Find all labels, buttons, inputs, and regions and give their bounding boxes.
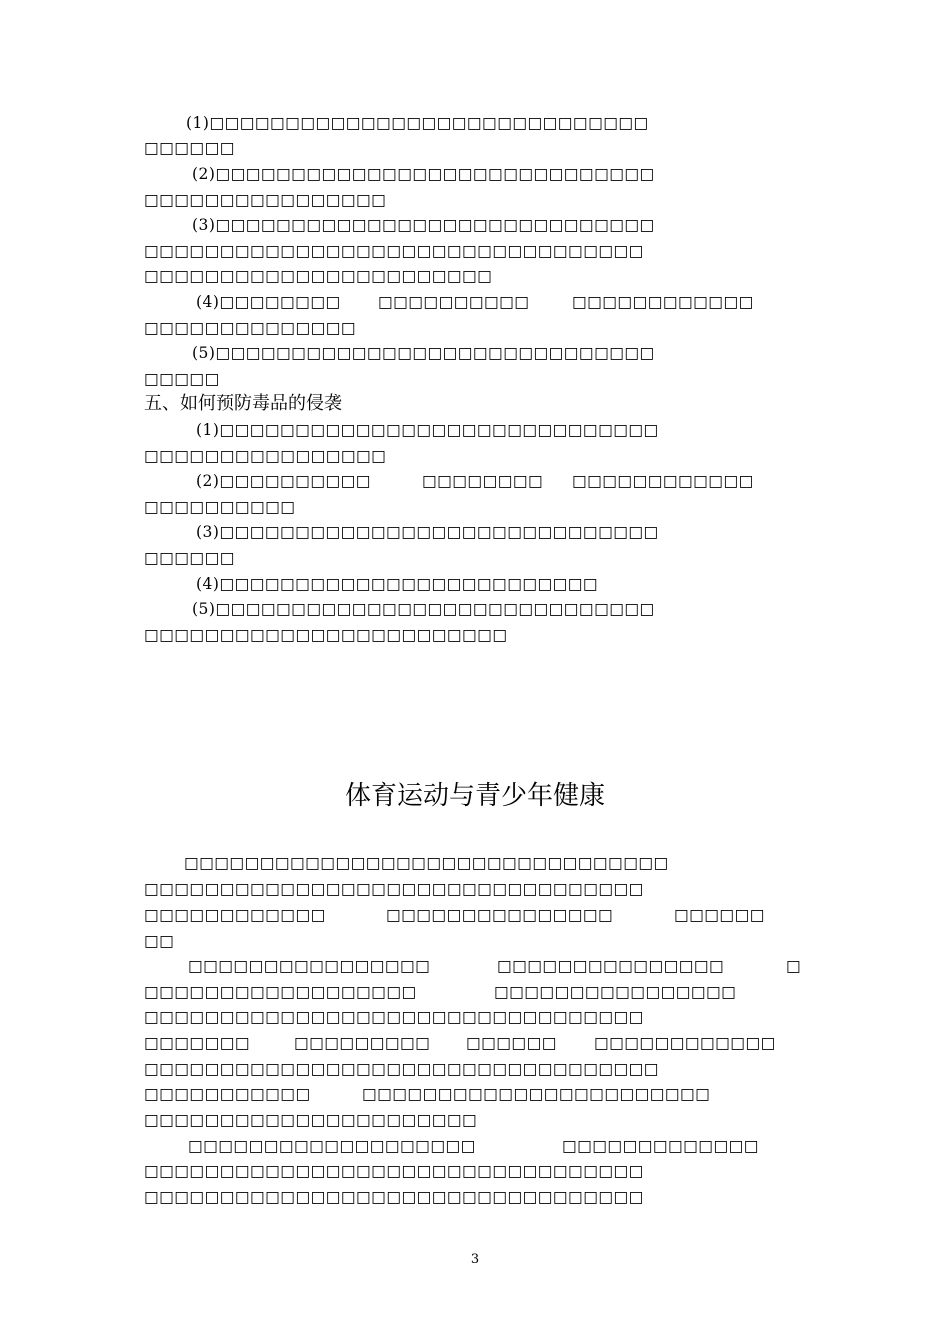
text-line: □□□□□□□□□□□□□ xyxy=(562,1137,759,1155)
text-line: □□□□□□□ xyxy=(144,1034,251,1052)
text-line: □□□□□□□□□ xyxy=(294,1034,431,1052)
text-line: □□□□□□□□□□□□□□□□□□□ xyxy=(188,1137,476,1155)
text-line: □□□□□□□□□□□□□□□ xyxy=(497,957,725,975)
text-line: □□ xyxy=(144,932,175,950)
text-line: □□□□□□□□□□□□□□□□□□□□□□□□□□□□□□□□□□ xyxy=(144,1060,659,1078)
text-line: □□□□□□□□□□□□□□□□ xyxy=(188,957,431,975)
text-line: □□□□□□□□□□□□□□□□□□□□□□ xyxy=(144,1111,478,1129)
text-line: □□□□□□ xyxy=(466,1034,557,1052)
text-line: (4)□□□□□□□□ xyxy=(196,293,341,311)
text-line: □□□□□□□□□□□□□□□□ xyxy=(144,191,387,209)
text-line: (2)□□□□□□□□□□ xyxy=(196,472,371,490)
text-line: (5)□□□□□□□□□□□□□□□□□□□□□□□□□□□□□ xyxy=(192,344,655,362)
text-line: (3)□□□□□□□□□□□□□□□□□□□□□□□□□□□□□ xyxy=(196,523,659,541)
text-line: □□□□□□ xyxy=(674,906,765,924)
text-line: □□□□□□□□□□□□□□□□□□□□□□□□ xyxy=(144,626,508,644)
text-line: □□□□□□□□□□□□□□□□□□□□□□□ xyxy=(144,267,493,285)
text-line: (2)□□□□□□□□□□□□□□□□□□□□□□□□□□□□□ xyxy=(192,165,655,183)
text-line: □□□□□□□□ xyxy=(422,472,544,490)
text-line: (5)□□□□□□□□□□□□□□□□□□□□□□□□□□□□□ xyxy=(192,600,655,618)
text-line: □□□□□□□□□□□□□□□□□□□□□□□□□□□□□□□□□ xyxy=(144,1008,644,1026)
text-line: □□□□□□□□□□□□ xyxy=(144,906,326,924)
page-title: 体育运动与青少年健康 xyxy=(344,781,605,811)
text-line: □□□□□□□□□□□□□□□□□□□□□□□□□□□□□□□□□ xyxy=(144,880,644,898)
text-line: □ xyxy=(786,957,802,975)
text-line: □□□□□□□□□□□□ xyxy=(572,293,754,311)
text-line: □□□□□□□□□□□□□□□□□□□□□□□ xyxy=(362,1085,711,1103)
text-line: □□□□□□□□□□ xyxy=(144,498,296,516)
text-line: □□□□□□□□□□□□□□□□□□□□□□□□□□□□□□□□□ xyxy=(144,1162,644,1180)
text-line: (4)□□□□□□□□□□□□□□□□□□□□□□□□□ xyxy=(196,575,599,593)
text-line: □□□□□□□□□□□□□□□□□□□□□□□□□□□□□□□□□ xyxy=(144,1188,644,1206)
text-line: □□□□□ xyxy=(144,370,220,388)
text-line: □□□□□□ xyxy=(144,549,235,567)
text-line: (1)□□□□□□□□□□□□□□□□□□□□□□□□□□□□□ xyxy=(196,421,659,439)
text-line: □□□□□□□□□□□□□□ xyxy=(144,319,357,337)
text-line: (1)□□□□□□□□□□□□□□□□□□□□□□□□□□□□□ xyxy=(186,114,649,132)
text-line: □□□□□□□□□□□□□□□□ xyxy=(494,983,737,1001)
text-line: □□□□□□□□□□□□□□□ xyxy=(386,906,614,924)
text-line: □□□□□□□□□□□□ xyxy=(572,472,754,490)
text-line: □□□□□□□□□□□□□□□□□□□□□□□□□□□□□□□□ xyxy=(184,854,669,872)
text-line: □□□□□□□□□□□□□□□□□□ xyxy=(144,983,417,1001)
text-line: □□□□□□□□□□□□□□□□ xyxy=(144,447,387,465)
text-line: □□□□□□□□□□□□□□□□□□□□□□□□□□□□□□□□□ xyxy=(144,242,644,260)
text-line: □□□□□□□□□□ xyxy=(378,293,530,311)
section-heading: 五、如何预防毒品的侵袭 xyxy=(144,393,342,414)
text-line: □□□□□□□□□□□ xyxy=(144,1085,311,1103)
text-line: □□□□□□ xyxy=(144,139,235,157)
text-line: □□□□□□□□□□□□ xyxy=(594,1034,776,1052)
page-number: 3 xyxy=(470,1252,480,1267)
text-line: (3)□□□□□□□□□□□□□□□□□□□□□□□□□□□□□ xyxy=(192,216,655,234)
